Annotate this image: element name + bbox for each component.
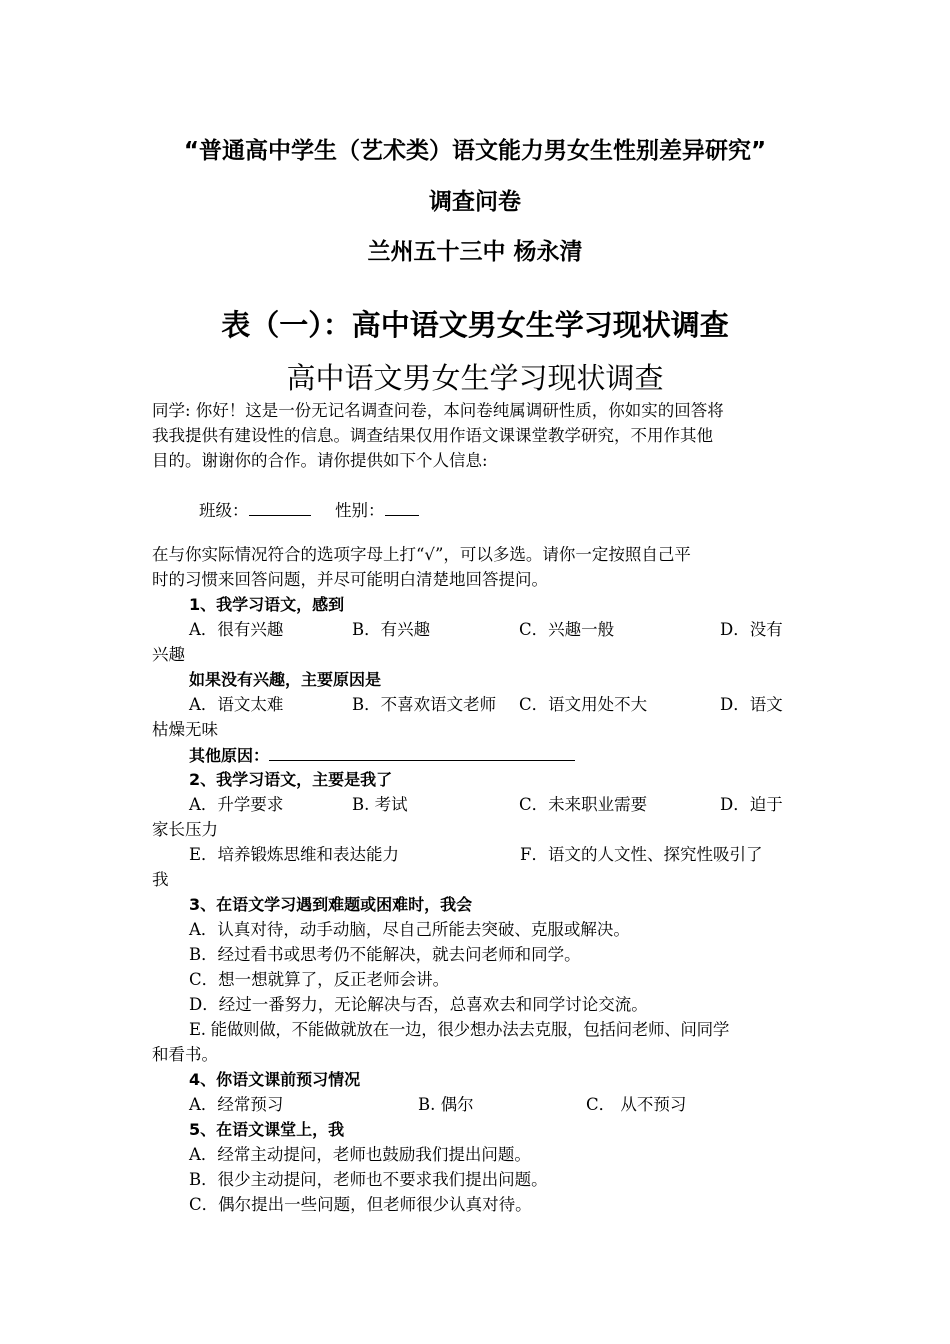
instruction-line-1: 在与你实际情况符合的选项字母上打“√”，可以多选。请你一定按照自己平 — [152, 545, 691, 564]
author-line: 兰州五十三中 杨永清 — [367, 239, 583, 265]
q5-option-a[interactable]: A．经常主动提问，老师也鼓励我们提出问题。 — [189, 1145, 531, 1164]
q3-option-e[interactable]: E. 能做则做，不能做就放在一边，很少想办法去克服，包括问老师、问同学 — [189, 1020, 730, 1039]
q3-option-d[interactable]: D．经过一番努力，无论解决与否，总喜欢去和同学讨论交流。 — [189, 995, 648, 1014]
q1-option-b[interactable]: B．有兴趣 — [352, 620, 431, 639]
q4-option-b[interactable]: B. 偶尔 — [418, 1095, 474, 1114]
table-title: 表（一）：高中语文男女生学习现状调查 — [221, 308, 729, 342]
q2-option-a[interactable]: A．升学要求 — [189, 795, 284, 814]
survey-title: 高中语文男女生学习现状调查 — [286, 361, 664, 395]
question-1-title: 1、我学习语文，感到 — [189, 595, 345, 614]
question-2-title: 2、我学习语文，主要是我了 — [189, 770, 393, 789]
personal-info-row — [152, 497, 802, 522]
intro-line-2: 我我提供有建设性的信息。调查结果仅用作语文课课堂教学研究，不用作其他 — [152, 426, 713, 445]
q4-option-c[interactable]: C． 从不预习 — [586, 1095, 687, 1114]
q3-option-c[interactable]: C．想一想就算了，反正老师会讲。 — [189, 970, 450, 989]
q4-option-a[interactable]: A．经常预习 — [189, 1095, 284, 1114]
gender-label: 性别： — [335, 501, 385, 520]
q1-sub-option-d-wrap: 枯燥无味 — [152, 720, 218, 739]
other-reason-label: 其他原因： — [189, 746, 270, 765]
intro-line-1: 同学: 你好！这是一份无记名调查问卷，本问卷纯属调研性质，你如实的回答将 — [152, 401, 724, 420]
instruction-line-2: 时的习惯来回答问题，并尽可能明白清楚地回答提问。 — [152, 570, 548, 589]
question-1-other-row — [152, 742, 802, 767]
question-5-title: 5、在语文课堂上，我 — [189, 1120, 345, 1139]
question-1-options — [152, 617, 802, 642]
subtitle: 调查问卷 — [429, 189, 521, 215]
q1-sub-option-a[interactable]: A．语文太难 — [189, 695, 284, 714]
question-4-title: 4、你语文课前预习情况 — [189, 1070, 361, 1089]
q5-option-c[interactable]: C．偶尔提出一些问题，但老师很少认真对待。 — [189, 1195, 532, 1214]
q2-option-e[interactable]: E．培养锻炼思维和表达能力 — [189, 845, 400, 864]
q2-option-b[interactable]: B. 考试 — [352, 795, 408, 814]
q5-option-b[interactable]: B．很少主动提问，老师也不要求我们提出问题。 — [189, 1170, 548, 1189]
class-input-blank[interactable] — [249, 497, 311, 516]
q1-option-d-wrap: 兴趣 — [152, 645, 185, 664]
question-1-sub-options — [152, 692, 802, 717]
question-2-options — [152, 792, 802, 817]
survey-body — [152, 398, 802, 1217]
q1-option-d[interactable]: D．没有 — [720, 620, 783, 639]
q1-sub-option-d[interactable]: D．语文 — [720, 695, 783, 714]
question-4-options — [152, 1092, 802, 1117]
q2-option-c[interactable]: C．未来职业需要 — [519, 795, 648, 814]
q2-option-f[interactable]: F．语文的人文性、探究性吸引了 — [520, 845, 763, 864]
other-reason-blank[interactable] — [269, 742, 575, 761]
class-label: 班级： — [199, 501, 249, 520]
q1-sub-option-b[interactable]: B．不喜欢语文老师 — [352, 695, 497, 714]
q1-sub-option-c[interactable]: C．语文用处不大 — [519, 695, 648, 714]
main-title: “普通高中学生（艺术类）语文能力男女生性别差异研究” — [183, 138, 767, 164]
question-3-title: 3、在语文学习遇到难题或困难时，我会 — [189, 895, 473, 914]
q2-option-f-wrap: 我 — [152, 870, 169, 889]
q3-option-a[interactable]: A．认真对待，动手动脑，尽自己所能去突破、克服或解决。 — [189, 920, 630, 939]
question-1-sub-title: 如果没有兴趣，主要原因是 — [189, 670, 382, 689]
q2-option-d-wrap: 家长压力 — [152, 820, 218, 839]
q3-option-e-wrap: 和看书。 — [152, 1045, 218, 1064]
q3-option-b[interactable]: B．经过看书或思考仍不能解决，就去问老师和同学。 — [189, 945, 581, 964]
q1-option-c[interactable]: C．兴趣一般 — [519, 620, 615, 639]
q1-option-a[interactable]: A．很有兴趣 — [189, 620, 284, 639]
question-2-options-2 — [152, 842, 802, 867]
q2-option-d[interactable]: D．迫于 — [720, 795, 783, 814]
gender-input-blank[interactable] — [385, 497, 419, 516]
intro-line-3: 目的。谢谢你的合作。请你提供如下个人信息: — [152, 451, 488, 470]
